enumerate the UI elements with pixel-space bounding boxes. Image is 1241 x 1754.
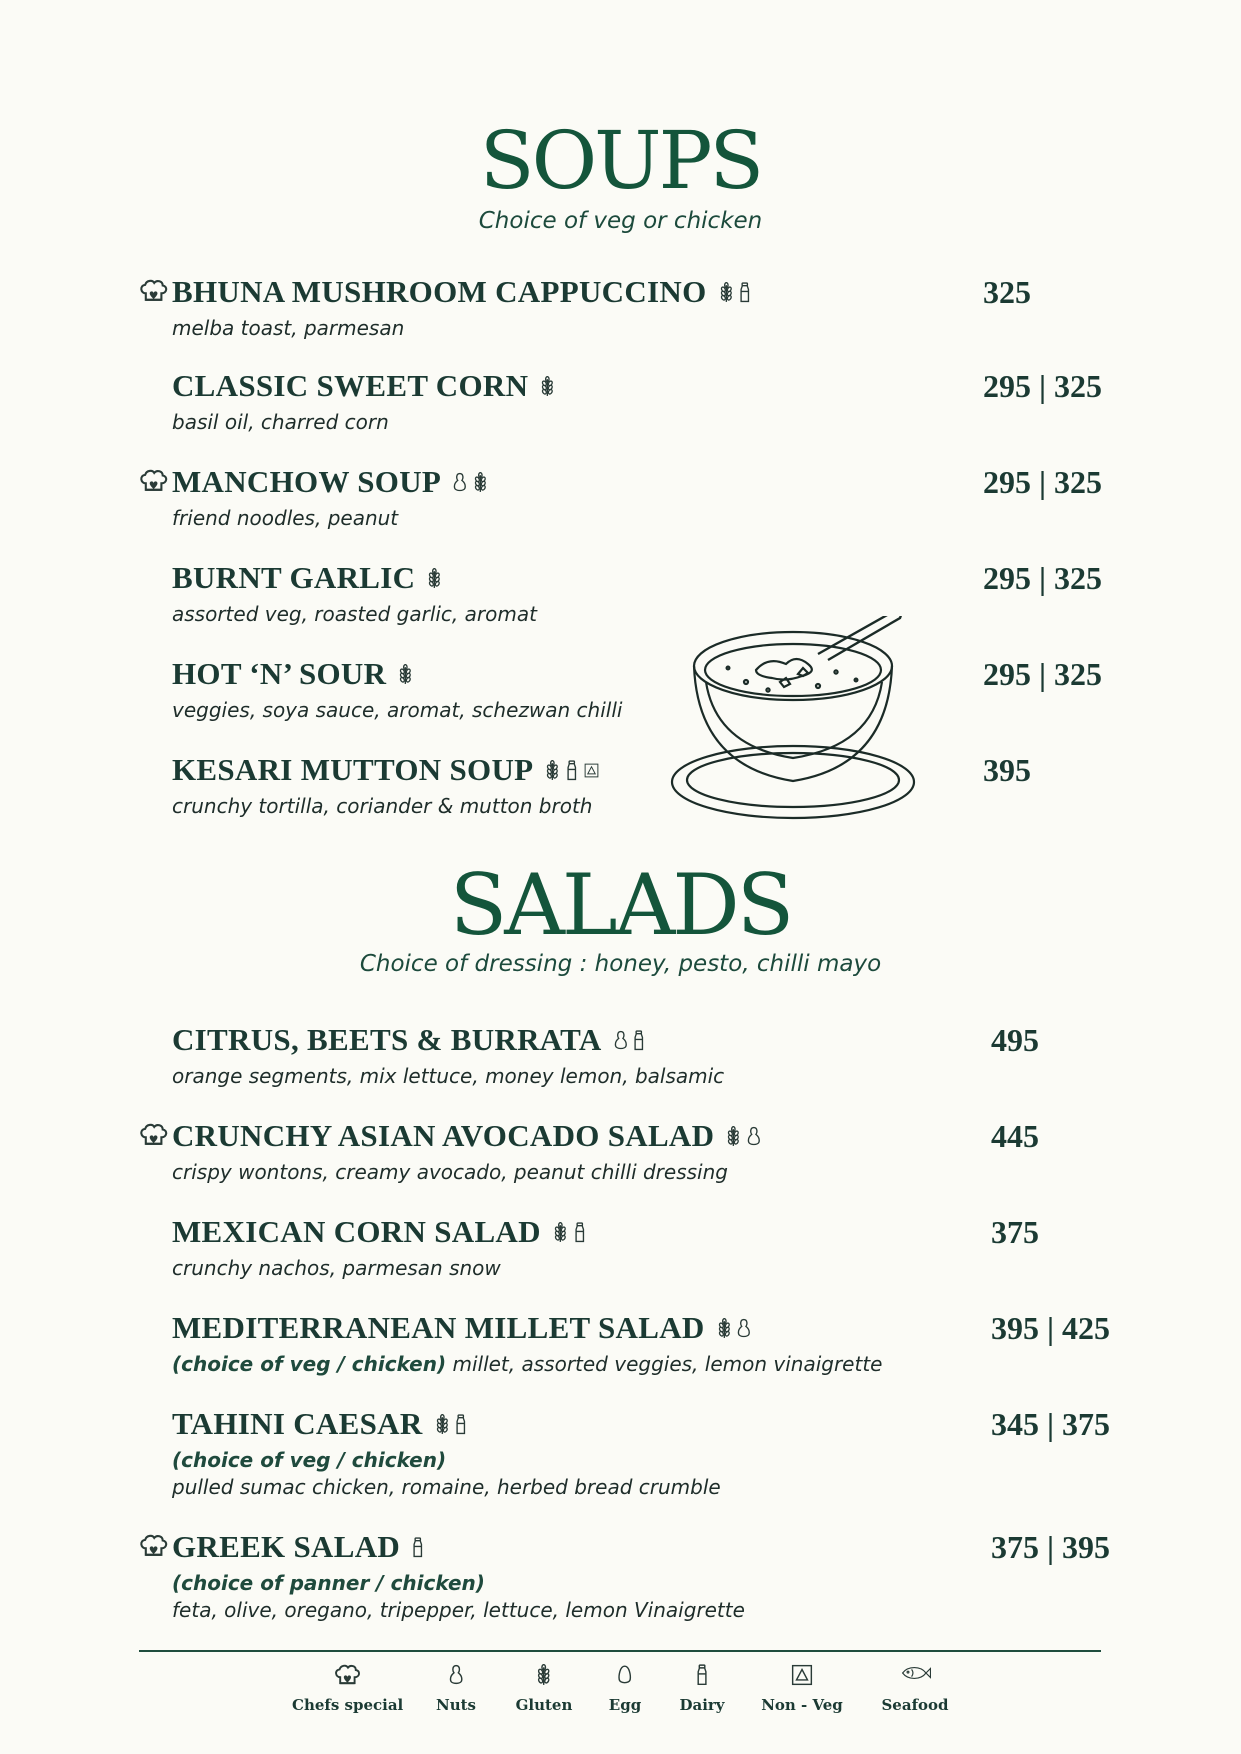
- dairy-icon: [672, 1664, 732, 1690]
- gluten-icon: [398, 664, 413, 685]
- item-description: [172, 1352, 882, 1376]
- item-name: BURNT GARLIC: [172, 560, 416, 595]
- soups-subtitle: Choice of veg or chicken: [478, 208, 763, 234]
- item-choice-line: [172, 1448, 446, 1472]
- item-description: crispy wontons, creamy avocado, peanut chilli dressing: [172, 1160, 728, 1184]
- legend-label: Gluten: [515, 1696, 573, 1714]
- item-price: 395 | 425: [991, 1310, 1111, 1346]
- item-description: feta, olive, oregano, tripepper, lettuce, lemon Vinaigrette: [172, 1598, 745, 1622]
- item-name: HOT ‘N’ SOUR: [172, 656, 387, 691]
- legend-label: Non - Veg: [761, 1696, 843, 1714]
- legend-egg: [600, 1664, 650, 1714]
- salads-title: SALADS: [449, 856, 792, 954]
- item-description: assorted veg, roasted garlic, aromat: [172, 602, 537, 626]
- soups-title: SOUPS: [479, 114, 762, 207]
- item-description: orange segments, mix lettuce, money lemon, balsamic: [172, 1064, 725, 1088]
- item-price: 375 | 395: [991, 1529, 1111, 1565]
- allergen-icons: [553, 1222, 585, 1243]
- item-name: CLASSIC SWEET CORN: [172, 368, 529, 403]
- nuts-icon: [737, 1318, 751, 1339]
- legend-label: Nuts: [436, 1696, 476, 1714]
- item-choice-line: [172, 1571, 485, 1595]
- gluten-icon: [435, 1414, 450, 1435]
- item-description: veggies, soya sauce, aromat, schezwan chilli: [172, 698, 623, 722]
- allergen-icons: [398, 664, 413, 685]
- gluten-icon: [545, 760, 560, 781]
- legend-non-veg: [758, 1664, 846, 1714]
- item-price: 345 | 375: [991, 1406, 1111, 1442]
- dairy-icon: [574, 1222, 586, 1243]
- item-price: 325: [983, 274, 1031, 310]
- item-price: 395: [983, 752, 1031, 788]
- item-description: crunchy nachos, parmesan snow: [172, 1256, 501, 1280]
- item-name: MEDITERRANEAN MILLET SALAD: [172, 1310, 705, 1345]
- item-name: GREEK SALAD: [172, 1529, 401, 1564]
- legend-seafood: [875, 1664, 955, 1714]
- item-description: basil oil, charred corn: [172, 410, 389, 434]
- allergen-icons: [453, 472, 487, 493]
- dairy-icon: [739, 282, 751, 303]
- gluten-icon: [717, 1318, 732, 1339]
- allergen-icons: [540, 376, 555, 397]
- gluten-icon: [473, 472, 488, 493]
- allergen-icons: [717, 1318, 751, 1339]
- legend-chefs-special: [292, 1664, 402, 1714]
- nuts-icon: [614, 1030, 628, 1051]
- legend-nuts: [426, 1664, 486, 1714]
- allergen-icons: [435, 1414, 467, 1435]
- gluten-icon: [726, 1126, 741, 1147]
- gluten-icon: [553, 1222, 568, 1243]
- item-price: 295 | 325: [983, 368, 1103, 404]
- item-price: 375: [991, 1214, 1039, 1250]
- dairy-icon: [455, 1414, 467, 1435]
- item-name: BHUNA MUSHROOM CAPPUCCINO: [172, 274, 707, 309]
- nuts-icon: [426, 1664, 486, 1690]
- item-description: crunchy tortilla, coriander & mutton broth: [172, 794, 593, 818]
- dairy-icon: [566, 760, 578, 781]
- chef-hat-icon: [138, 469, 169, 500]
- gluten-icon: [427, 568, 442, 589]
- allergen-icons: [719, 282, 751, 303]
- item-name: MEXICAN CORN SALAD: [172, 1214, 541, 1249]
- item-description: friend noodles, peanut: [172, 506, 399, 530]
- item-name: KESARI MUTTON SOUP: [172, 752, 534, 787]
- item-name: TAHINI CAESAR: [172, 1406, 423, 1441]
- allergen-icons: [427, 568, 442, 589]
- item-price: 295 | 325: [983, 464, 1103, 500]
- nuts-icon: [747, 1126, 761, 1147]
- item-description-text: millet, assorted veggies, lemon vinaigrette: [446, 1352, 883, 1376]
- item-price: 295 | 325: [983, 560, 1103, 596]
- item-price: 445: [991, 1118, 1039, 1154]
- salads-subtitle: Choice of dressing : honey, pesto, chilli mayo: [359, 951, 882, 977]
- item-price: 495: [991, 1022, 1039, 1058]
- item-name: CRUNCHY ASIAN AVOCADO SALAD: [172, 1118, 715, 1153]
- legend-dairy: [672, 1664, 732, 1714]
- item-choice: (choice of panner / chicken): [172, 1571, 485, 1595]
- chef-hat-icon: [138, 279, 169, 310]
- dairy-icon: [412, 1537, 424, 1558]
- allergen-icons: [726, 1126, 760, 1147]
- legend-label: Egg: [608, 1696, 642, 1714]
- legend-label: Chefs special: [292, 1696, 404, 1714]
- soup-bowl-illustration: [668, 616, 918, 822]
- dairy-icon: [633, 1030, 645, 1051]
- item-name: CITRUS, BEETS & BURRATA: [172, 1022, 602, 1057]
- gluten-icon: [509, 1664, 579, 1690]
- allergen-icons: [412, 1537, 424, 1558]
- item-description: pulled sumac chicken, romaine, herbed bread crumble: [172, 1475, 721, 1499]
- chef-hat-icon: [138, 1534, 169, 1565]
- legend-label: Seafood: [881, 1696, 949, 1714]
- legend-gluten: [509, 1664, 579, 1714]
- item-choice: (choice of veg / chicken): [172, 1448, 447, 1472]
- gluten-icon: [540, 376, 555, 397]
- item-description: melba toast, parmesan: [172, 316, 405, 340]
- legend-divider: [139, 1650, 1101, 1652]
- legend-label: Dairy: [679, 1696, 725, 1714]
- item-name: MANCHOW SOUP: [172, 464, 442, 499]
- allergen-icons: [545, 760, 598, 781]
- non-veg-icon: [584, 763, 599, 778]
- chef-hat-icon: [138, 1123, 169, 1154]
- gluten-icon: [719, 282, 734, 303]
- allergen-icons: [614, 1030, 645, 1051]
- egg-icon: [600, 1664, 650, 1690]
- non-veg-icon: [758, 1664, 846, 1690]
- nuts-icon: [453, 472, 467, 493]
- item-choice: (choice of veg / chicken): [172, 1352, 447, 1376]
- chef-hat-icon: [292, 1664, 402, 1690]
- item-price: 295 | 325: [983, 656, 1103, 692]
- fish-icon: [875, 1664, 955, 1690]
